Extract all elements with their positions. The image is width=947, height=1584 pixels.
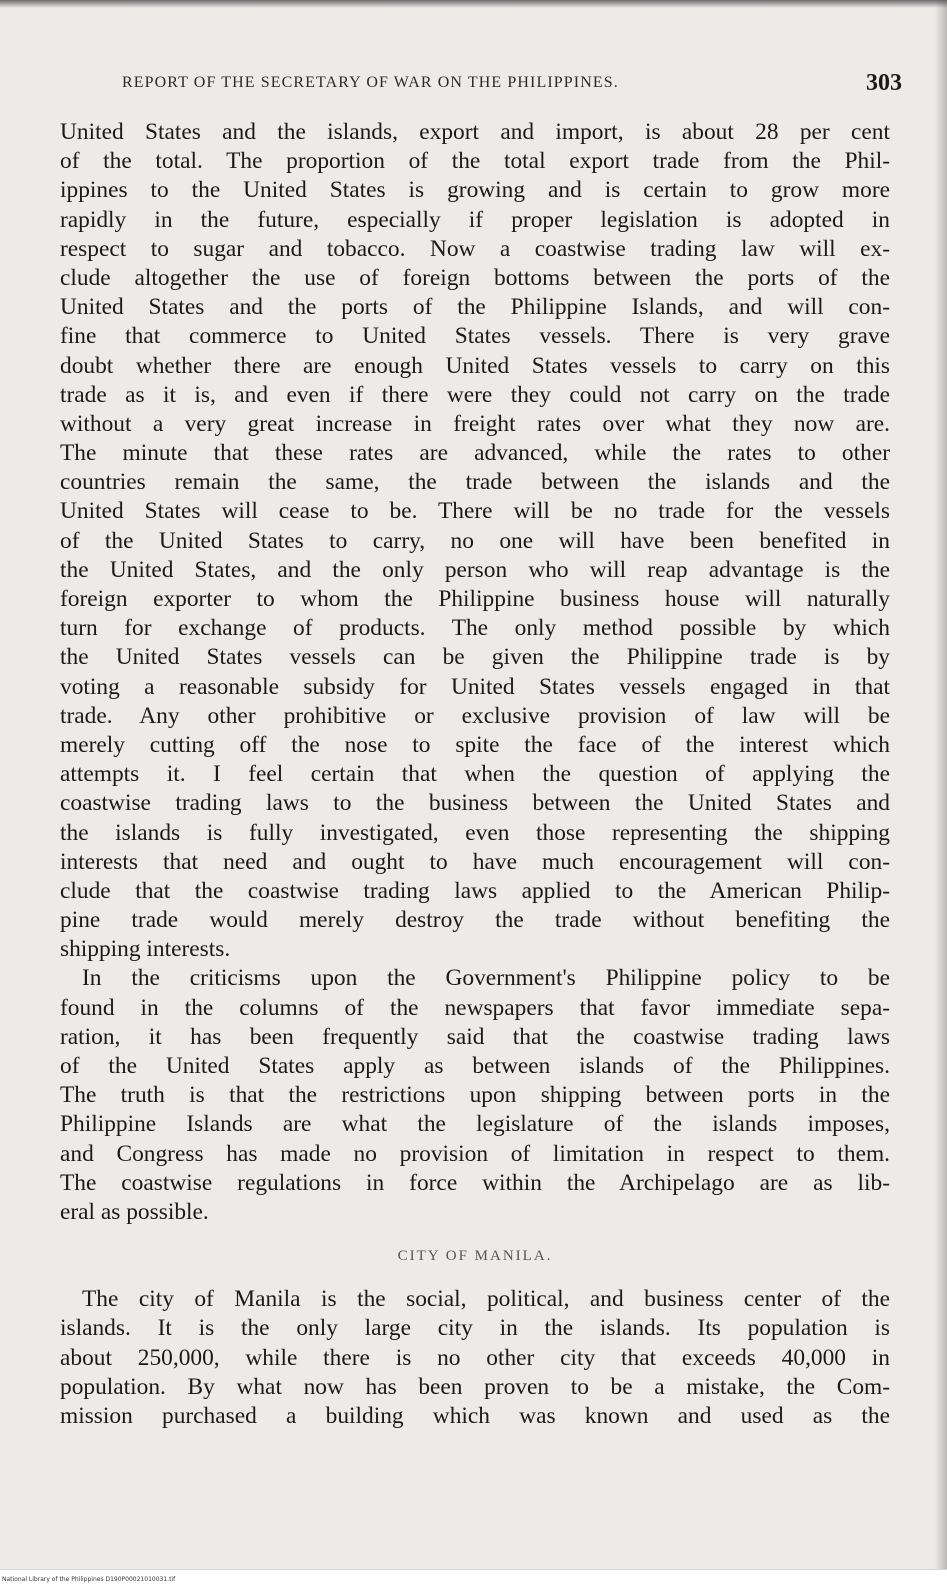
text-line: attempts it. I feel certain that when the question of applying the [60,761,890,788]
text-line: voting a reasonable subsidy for United States vessels engaged in that [60,673,890,700]
text-line: found in the columns of the newspapers that favor immediate sepa- [60,994,890,1021]
text-line: trade. Any other prohibitive or exclusive provision of law will be [60,702,890,729]
scan-top-shadow [0,0,947,8]
text-line: the United States vessels can be given the Philippine trade is by [60,644,890,671]
text-line: islands. It is the only large city in the islands. Its population is [60,1315,890,1342]
running-head [122,70,902,110]
text-line: mission purchased a building which was known and used as the [60,1402,890,1429]
text-line: about 250,000, while there is no other city that exceeds 40,000 in [60,1344,890,1371]
paragraph-coastwise-trade [60,118,890,964]
text-line: clude altogether the use of foreign bottoms between the ports of the [60,264,890,291]
running-head-title: REPORT OF THE SECRETARY OF WAR ON THE PHILIPPINES. [122,74,619,91]
scan-right-shadow [935,0,947,1584]
text-line: The minute that these rates are advanced, while the rates to other [60,440,890,467]
text-line: The city of Manila is the social, political, and business center of the [82,1286,890,1313]
text-line: turn for exchange of products. The only method possible by which [60,615,890,642]
section-heading: CITY OF MANILA. [397,1248,553,1265]
text-line: fine that commerce to United States vessels. There is very grave [60,323,890,350]
text-line: doubt whether there are enough United States vessels to carry on this [60,352,890,379]
text-line: the United States, and the only person who will reap advantage is the [60,556,890,583]
text-line: ippines to the United States is growing and is certain to grow more [60,177,890,204]
text-line: countries remain the same, the trade between the islands and the [60,469,890,496]
page-number: 303 [866,70,902,96]
text-line: pine trade would merely destroy the trade without benefiting the [60,907,890,934]
scan-footer-label: National Library of the Philippines D190P00021010031.tif [2,1576,176,1583]
text-line: without a very great increase in freight rates over what they now are. [60,410,890,437]
paragraph-newspaper-criticism [60,964,890,1227]
paragraph-city-of-manila [60,1285,890,1431]
text-line: the islands is fully investigated, even those representing the shipping [60,819,890,846]
text-line: of the United States apply as between islands of the Philippines. [60,1053,890,1079]
text-line: The coastwise regulations in force within the Archipelago are as lib- [60,1169,890,1196]
text-line: merely cutting off the nose to spite the face of the interest which [60,731,890,758]
text-line: foreign exporter to whom the Philippine business house will naturally [60,586,890,612]
text-line: rapidly in the future, especially if proper legislation is adopted in [60,206,890,233]
text-line: and Congress has made no provision of limitation in respect to them. [60,1140,890,1167]
text-line: United States will cease to be. There will be no trade for the vessels [60,498,890,525]
text-line: eral as possible. [60,1198,209,1225]
text-line: United States and the ports of the Philippine Islands, and will con- [60,294,890,321]
text-line: clude that the coastwise trading laws applied to the American Philip- [60,877,890,904]
text-line: of the total. The proportion of the total export trade from the Phil- [60,148,890,175]
text-line: In the criticisms upon the Government's Philippine policy to be [82,965,890,992]
text-line: respect to sugar and tobacco. Now a coastwise trading law will ex- [60,235,890,262]
text-line: interests that need and ought to have much encouragement will con- [60,848,890,875]
text-line: United States and the islands, export and import, is about 28 per cent [60,119,890,145]
scan-footer-strip [0,1569,947,1584]
text-line: shipping interests. [60,936,231,963]
text-line: ration, it has been frequently said that the coastwise trading laws [60,1023,890,1050]
page-body [60,118,890,1431]
text-line: of the United States to carry, no one will have been benefited in [60,527,890,554]
text-line: Philippine Islands are what the legislature of the islands imposes, [60,1111,890,1138]
text-line: population. By what now has been proven to be a mistake, the Com- [60,1373,890,1400]
text-line: The truth is that the restrictions upon shipping between ports in the [60,1082,890,1109]
text-line: coastwise trading laws to the business between the United States and [60,790,890,817]
text-line: trade as it is, and even if there were they could not carry on the trade [60,381,890,408]
